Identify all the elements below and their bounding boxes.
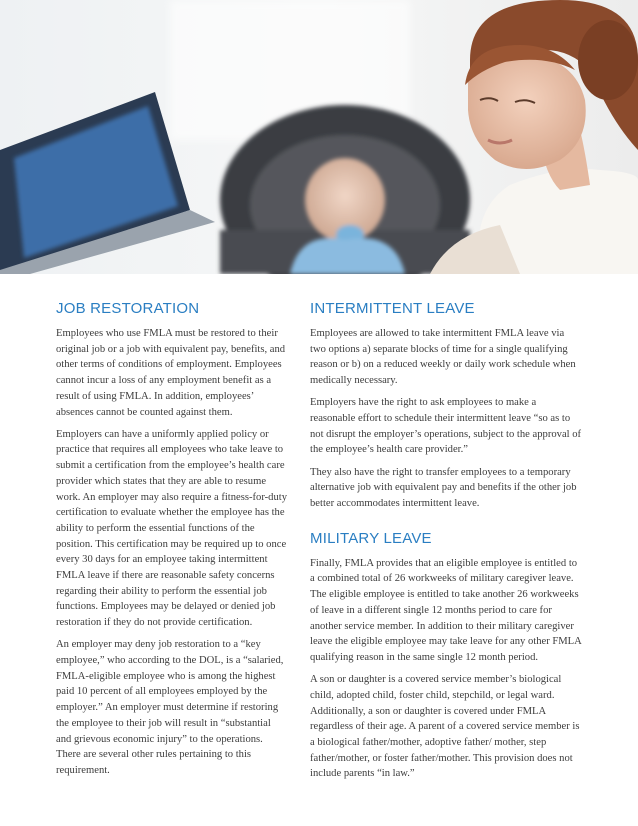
military-leave-paragraph: A son or daughter is a covered service member’s biological child, adopted child, foster child, stepchild, or legal ward. Additionally, a son or daughter is covered under FMLA regardless of their age. A parent of a covered service member is a biological father/mother, adoptive father/ mother, step father/mother, or foster father/mother. This provision does not include parents “in law.”: [310, 674, 580, 780]
job-restoration-paragraph: An employer may deny job restoration to a “key employee,” who according to the DOL, is a “salaried, FMLA-eligible employee who is among the highest paid 10 percent of all employees employed by the employer.” An employer must determine if restoring the employee to their job will result in “substantial and grievous economic injury” to the operations. There are several other rules pertaining to this requirement.: [56, 639, 284, 776]
right-column: [310, 300, 582, 789]
intermittent-leave-paragraph: They also have the right to transfer employees to a temporary alternative job with equivalent pay and benefits if the other job better accommodates intermittent leave.: [310, 466, 577, 510]
military-leave-paragraph: Finally, FMLA provides that an eligible employee is entitled to a combined total of 26 workweeks of military caregiver leave. The eligible employee is entitled to take another 26 workweeks of leave in a different single 12 months period to care for another service member. In addition to their military caregiver leave the eligible employee may take leave for any other FMLA qualifying reason in the same single 12 month period.: [310, 557, 582, 663]
job-restoration-heading: JOB RESTORATION: [56, 300, 200, 317]
job-restoration-paragraph: Employees who use FMLA must be restored to their original job or a job with equivalent pay, benefits, and other terms of conditions of employment. Employees cannot incur a loss of any employment benefit as a result of using FMLA. In addition, employees’ absences cannot be counted against them.: [56, 328, 286, 418]
left-column: [56, 300, 288, 785]
intermittent-leave-heading: INTERMITTENT LEAVE: [310, 300, 475, 317]
military-leave-heading: MILITARY LEAVE: [310, 529, 432, 547]
mother-baby-laptop-photo-icon: [0, 0, 638, 274]
intermittent-leave-paragraph: Employees are allowed to take intermittent FMLA leave via two options a) separate blocks of time for a single qualifying reason or b) on a reduced weekly or daily work schedule when medically necessary.: [310, 328, 576, 387]
job-restoration-paragraph: Employers can have a uniformly applied policy or practice that requires all employees who take leave to submit a certification from the employee’s health care provider which states that they are able to resume work. An employer may also require a fitness-for-duty certification to evaluate whether the employee has the ability to perform the essential functions of the position. This certification may be required up to once every 30 days for an employee taking intermittent FMLA leave if there are reasonable safety concerns regarding their ability to perform the essential job functions. Employees may be delayed or denied job restoration if they do not provide certification.: [56, 428, 288, 629]
header-photo: [0, 0, 638, 274]
intermittent-leave-paragraph: Employers have the right to ask employees to make a reasonable effort to schedule their intermittent leave “so as to not disrupt the employer’s operations, subject to the approval of the employee’s health care provider.”: [310, 397, 582, 456]
